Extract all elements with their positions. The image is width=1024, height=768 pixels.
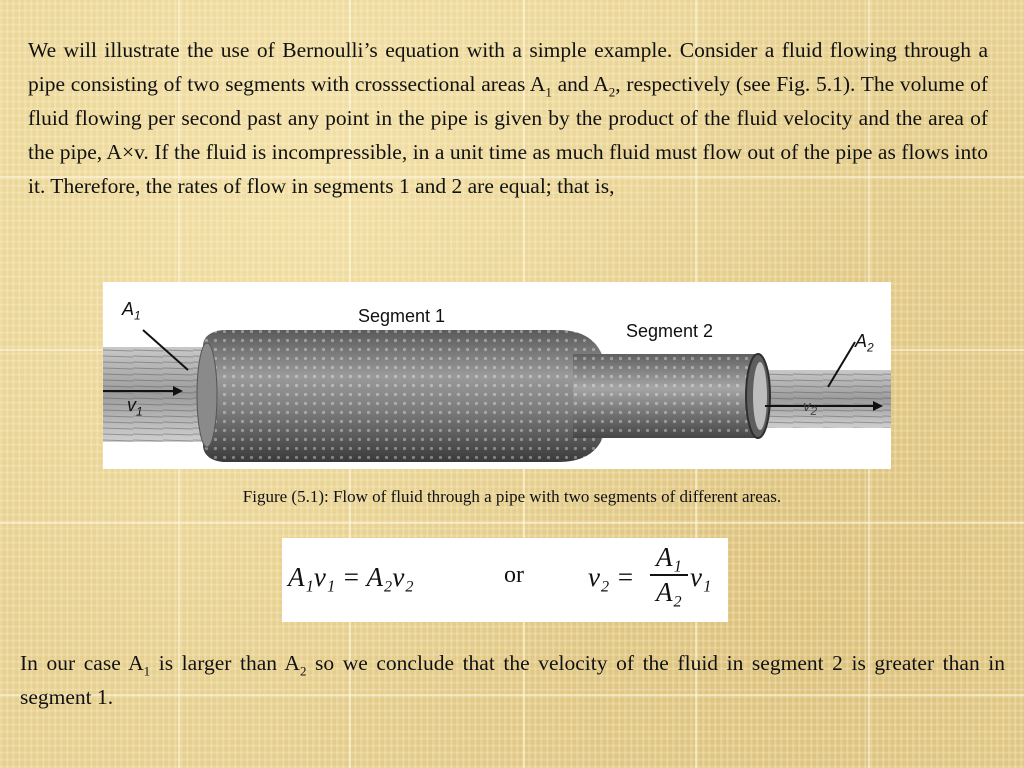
equation-left: A₁v₁ = A₂v₂: [288, 562, 414, 592]
continuity-equation: [282, 538, 728, 622]
figure-caption: Figure (5.1): Flow of fluid through a pipe with two segments of different areas.: [242, 487, 782, 506]
a2-label: $A_2$: [855, 331, 874, 355]
v1-label: $v_1$: [127, 395, 143, 419]
fraction-bar: [650, 574, 688, 576]
segment-2-label: Segment 2: [626, 321, 714, 341]
equation-right-tail: v₁: [690, 562, 712, 592]
equation-fraction: [650, 542, 688, 608]
pipe-illustration: [103, 282, 891, 469]
inlet-opening: [197, 343, 217, 447]
equation-right-lhs: v₂ =: [588, 562, 635, 592]
pipe-figure: [103, 282, 891, 469]
a1-label: $A_1$: [122, 299, 141, 323]
conclusion-paragraph: In our case $A_1$ is larger than $A_2$ so we conclude that the velocity of the fluid in segment 2 is greater than in segment 1.: [20, 651, 1006, 709]
intro-paragraph: We will illustrate the use of Bernoulli’s equation with a simple example. Consider a fluid flowing through a pipe consisting of two segments with crosssectional areas $A_1$ and $A_2$, respectively (see Fig. 5.1). The volume of fluid flowing per second past any point in the pipe is given by the product of the fluid velocity and the area of the pipe, A×v. If the fluid is incompressible, in a unit time as much fluid must flow out of the pipe as flows into it. Therefore, the rates of flow in segments 1 and 2 are equal; that is,: [28, 38, 988, 198]
v2-label: $v_2$: [803, 398, 818, 418]
fraction-denominator: A₂: [656, 577, 682, 607]
equation-or: or: [504, 562, 524, 588]
segment-1-label: Segment 1: [358, 306, 446, 326]
tile-seam: [0, 522, 1024, 524]
fraction-numerator: A₁: [656, 542, 682, 572]
